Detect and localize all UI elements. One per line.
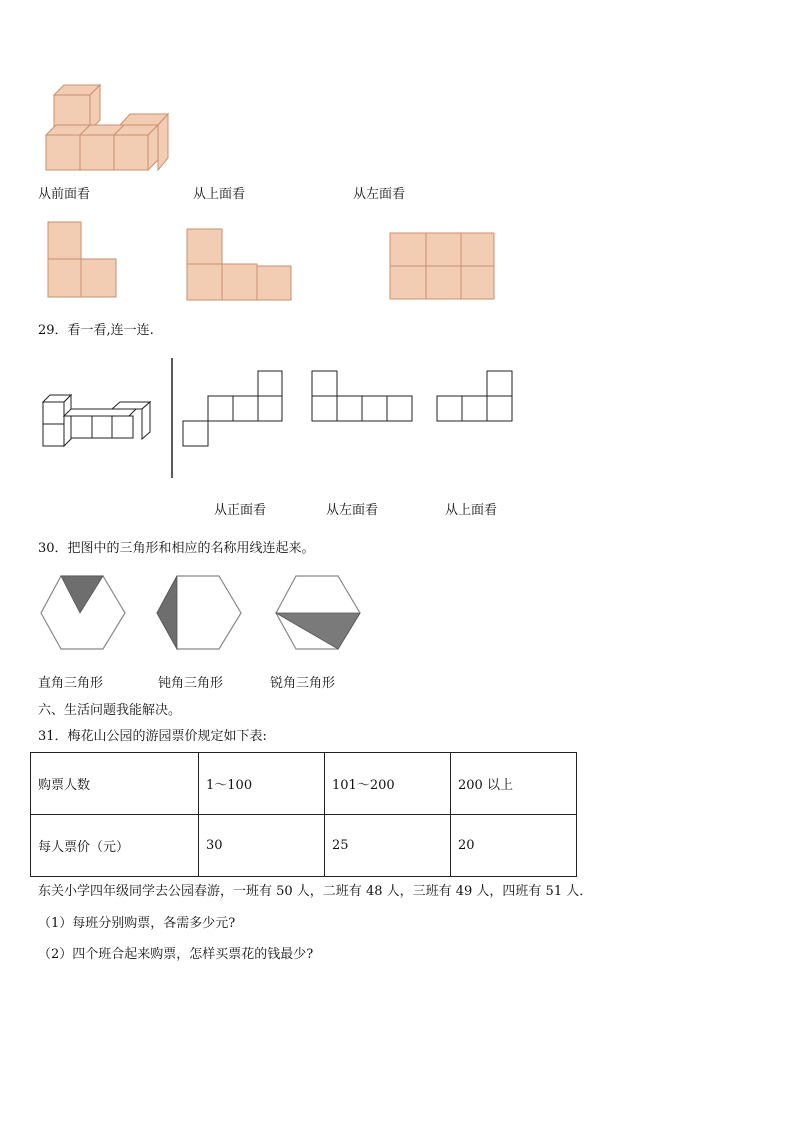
name-obtuse-triangle: 钝角三角形 <box>158 676 224 691</box>
table-cell: 1～100 <box>199 753 325 815</box>
q29-view-3 <box>437 371 517 425</box>
divider-line <box>171 358 175 480</box>
question-31-title: 31．梅花山公园的游园票价规定如下表: <box>38 729 267 744</box>
table-row <box>31 815 577 877</box>
view-label-left: 从左面看 <box>353 187 406 202</box>
question-29-title: 29．看一看,连一连. <box>38 323 154 338</box>
table-cell: 25 <box>325 815 451 877</box>
q29-label-front: 从正面看 <box>214 503 267 518</box>
cube-stack-figure <box>40 80 175 175</box>
table-cell: 200 以上 <box>451 753 577 815</box>
q31-subquestion-1: （1）每班分别购票，各需多少元? <box>38 916 236 931</box>
table-cell: 30 <box>199 815 325 877</box>
table-cell: 20 <box>451 815 577 877</box>
ticket-price-table <box>30 752 577 877</box>
view-label-front: 从前面看 <box>38 187 91 202</box>
table-cell: 101～200 <box>325 753 451 815</box>
hexagon-3 <box>275 575 363 651</box>
name-right-triangle: 直角三角形 <box>38 676 104 691</box>
name-acute-triangle: 锐角三角形 <box>270 676 336 691</box>
q29-label-left: 从左面看 <box>326 503 379 518</box>
table-row <box>31 753 577 815</box>
hexagon-2 <box>156 575 244 651</box>
q31-statement: 东关小学四年级同学去公园春游，一班有 50 人，二班有 48 人，三班有 49 人，四班有 51 人． <box>38 884 593 899</box>
section-6-title: 六、生活问题我能解决。 <box>38 703 182 718</box>
wire-cube-figure <box>40 394 155 448</box>
hexagon-1 <box>40 575 128 651</box>
q31-subquestion-2: （2）四个班合起来购票，怎样买票花的钱最少? <box>38 947 314 962</box>
q29-label-top: 从上面看 <box>445 503 498 518</box>
table-cell: 每人票价（元） <box>31 815 199 877</box>
q29-view-1 <box>183 371 285 449</box>
view-option-b <box>187 229 293 301</box>
view-option-c <box>390 233 496 301</box>
view-option-a <box>48 222 118 300</box>
view-label-top: 从上面看 <box>193 187 246 202</box>
question-30-title: 30．把图中的三角形和相应的名称用线连起来。 <box>38 541 315 556</box>
table-cell: 购票人数 <box>31 753 199 815</box>
q29-view-2 <box>312 371 416 425</box>
